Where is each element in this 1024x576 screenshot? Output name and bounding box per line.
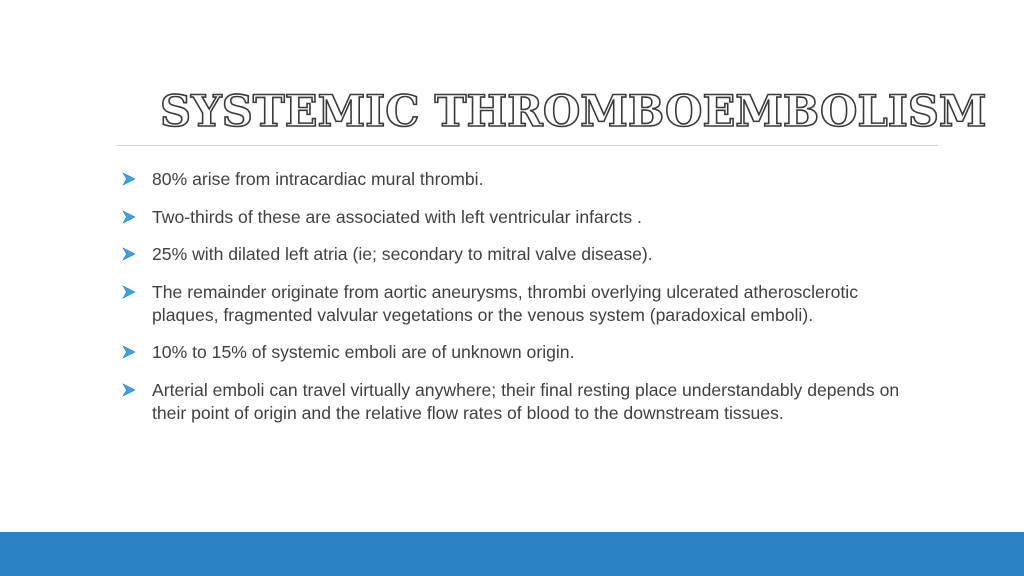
bullet-item xyxy=(122,206,922,229)
slide-title: SYSTEMIC THROMBOEMBOLISM xyxy=(160,87,987,137)
bullet-text: 25% with dilated left atria (ie; secondary to mitral valve disease). xyxy=(152,244,653,264)
bullet-text: 10% to 15% of systemic emboli are of unknown origin. xyxy=(152,342,575,362)
bullet-text: Two-thirds of these are associated with left ventricular infarcts . xyxy=(152,206,642,227)
bullet-text: The remainder originate from aortic aneurysms, thrombi overlying ulcerated atherosclerotic plaques, fragmented valvular vegetations or the venous system (paradoxical emboli). xyxy=(152,281,859,325)
bullet-item xyxy=(122,379,922,425)
arrowhead-bullet-icon xyxy=(122,345,136,359)
arrowhead-bullet-icon xyxy=(122,210,136,224)
title-divider xyxy=(117,145,938,146)
bullet-item xyxy=(122,281,922,327)
bullet-text: Arterial emboli can travel virtually anywhere; their final resting place understandably depends on their point of origin and the relative flow rates of blood to the downstream tissues. xyxy=(152,379,900,423)
bullet-text: 80% arise from intracardiac mural thrombi. xyxy=(152,169,484,189)
bullet-item xyxy=(122,243,922,266)
bullet-item xyxy=(122,168,922,191)
footer-band xyxy=(0,532,1024,576)
arrowhead-bullet-icon xyxy=(122,172,136,186)
bullet-item xyxy=(122,341,922,364)
bullet-list xyxy=(122,168,922,439)
arrowhead-bullet-icon xyxy=(122,383,136,397)
arrowhead-bullet-icon xyxy=(122,285,136,299)
arrowhead-bullet-icon xyxy=(122,247,136,261)
